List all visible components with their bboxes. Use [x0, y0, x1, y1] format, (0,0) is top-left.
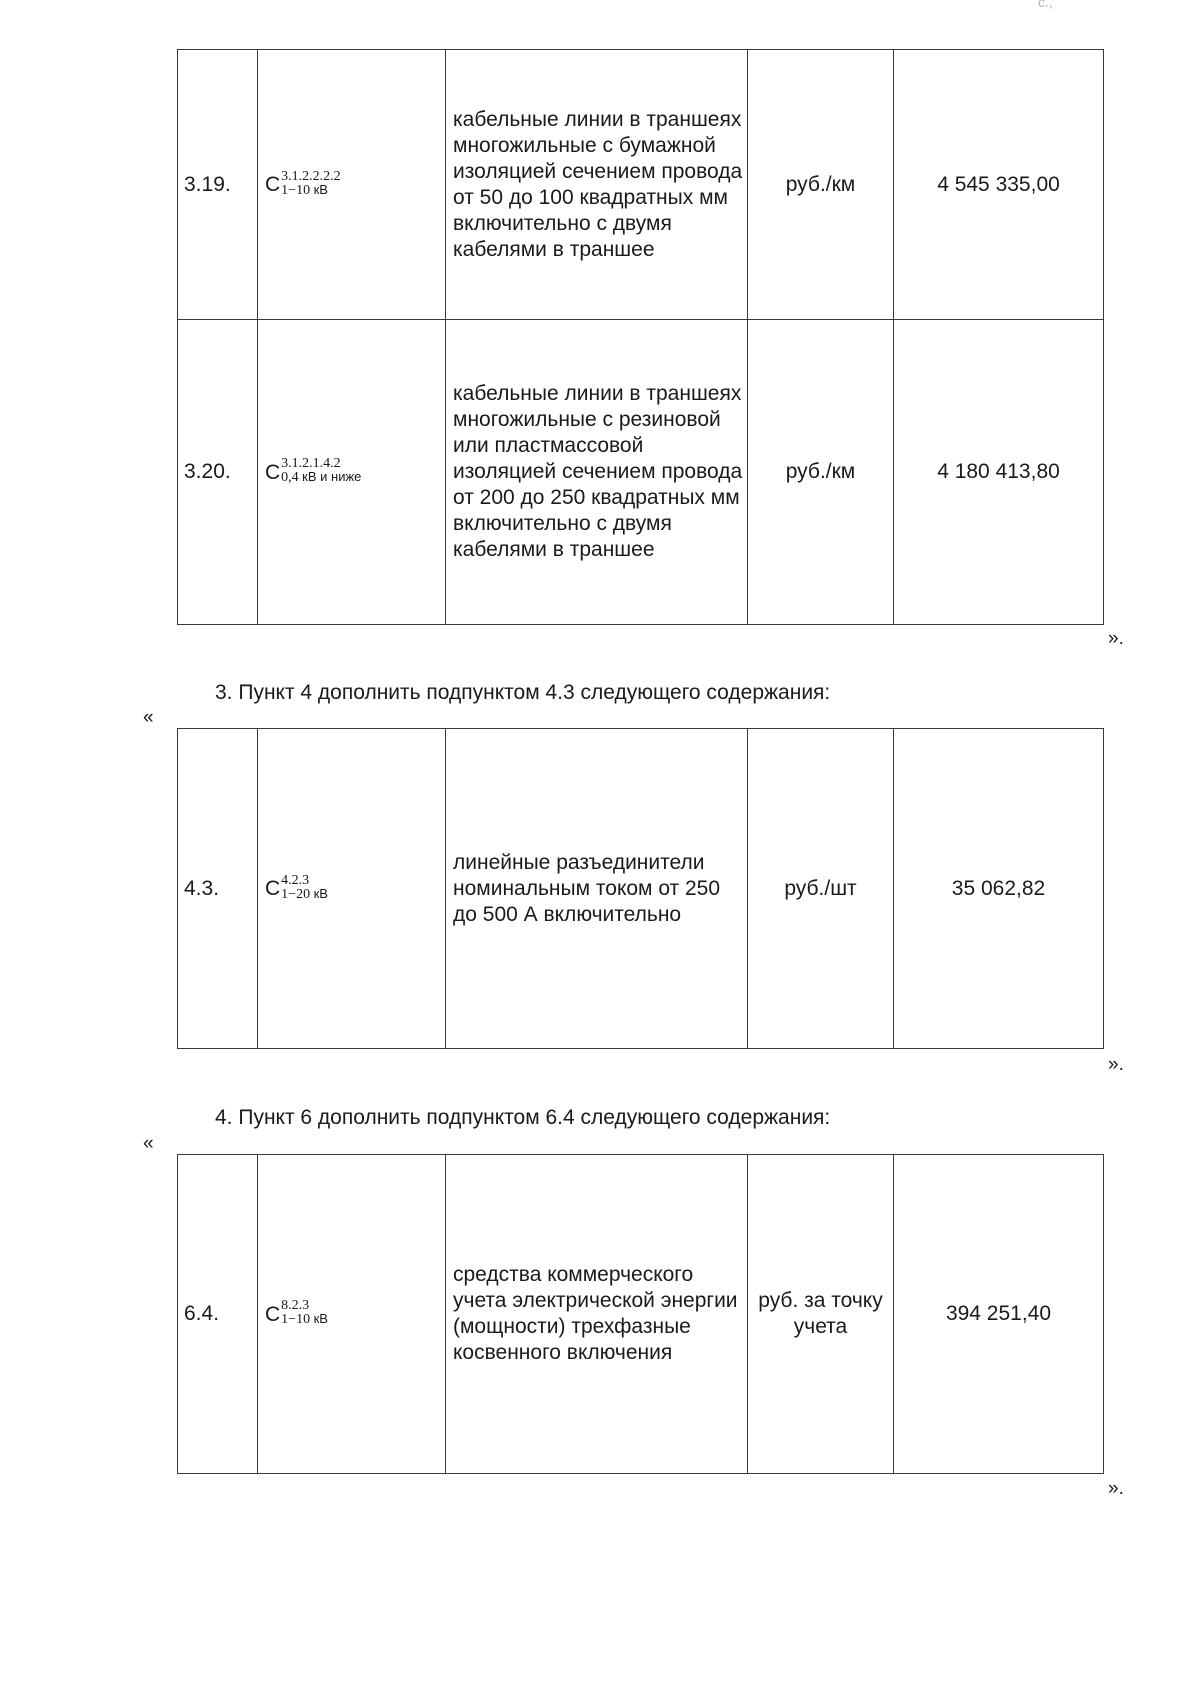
paragraph-3: 3. Пункт 4 дополнить подпунктом 4.3 следующего содержания: — [215, 681, 831, 704]
code-subscript: 1−10 кВ — [281, 1311, 328, 1328]
table-row — [178, 50, 1104, 320]
row-unit: руб./км — [748, 50, 894, 320]
row-number: 3.20. — [178, 320, 258, 625]
close-quote: ». — [1108, 1054, 1124, 1075]
table-row — [178, 1155, 1104, 1474]
tariff-code: C 3.1.2.2.2.2 1−10 кВ — [258, 50, 446, 320]
corner-mark: с., — [1038, 0, 1053, 10]
tariff-code: C 3.1.2.1.4.2 0,4 кВ и ниже — [258, 320, 446, 625]
code-superscript: 8.2.3 — [281, 1298, 310, 1314]
row-price: 35 062,82 — [894, 729, 1104, 1049]
row-description: линейные разъединители номинальным током от 250 до 500 А включительно — [446, 729, 748, 1049]
tariff-code: C 8.2.3 1−10 кВ — [258, 1155, 446, 1474]
row-unit: руб. за точку учета — [748, 1155, 894, 1474]
code-subscript: 0,4 кВ и ниже — [281, 469, 362, 486]
table-row — [178, 729, 1104, 1049]
row-description: кабельные линии в траншеях многожильные с резиновой или пластмассовой изоляцией сечением провода от 200 до 250 квадратных мм включительно с двумя кабелями в траншее — [446, 320, 748, 625]
row-description: кабельные линии в траншеях многожильные с бумажной изоляцией сечением провода от 50 до 100 квадратных мм включительно с двумя кабелями в траншее — [446, 50, 748, 320]
row-number: 4.3. — [178, 729, 258, 1049]
tariff-table-2 — [177, 728, 1104, 1049]
tariff-table-3 — [177, 1154, 1104, 1474]
tariff-table-1 — [177, 49, 1104, 625]
tariff-code: C 4.2.3 1−20 кВ — [258, 729, 446, 1049]
table-row — [178, 320, 1104, 625]
row-unit: руб./км — [748, 320, 894, 625]
row-price: 4 180 413,80 — [894, 320, 1104, 625]
code-subscript: 1−20 кВ — [281, 885, 328, 902]
row-unit: руб./шт — [748, 729, 894, 1049]
open-quote: « — [143, 1133, 154, 1154]
row-price: 4 545 335,00 — [894, 50, 1104, 320]
code-superscript: 3.1.2.2.2.2 — [281, 168, 341, 184]
row-number: 6.4. — [178, 1155, 258, 1474]
paragraph-4: 4. Пункт 6 дополнить подпунктом 6.4 следующего содержания: — [215, 1106, 831, 1129]
code-superscript: 3.1.2.1.4.2 — [281, 456, 341, 472]
row-price: 394 251,40 — [894, 1155, 1104, 1474]
code-subscript: 1−10 кВ — [281, 181, 328, 198]
open-quote: « — [143, 707, 154, 728]
code-superscript: 4.2.3 — [281, 872, 310, 888]
close-quote: ». — [1108, 628, 1124, 649]
row-description: средства коммерческого учета электрической энергии (мощности) трехфазные косвенного включения — [446, 1155, 748, 1474]
row-number: 3.19. — [178, 50, 258, 320]
close-quote: ». — [1108, 1478, 1124, 1499]
